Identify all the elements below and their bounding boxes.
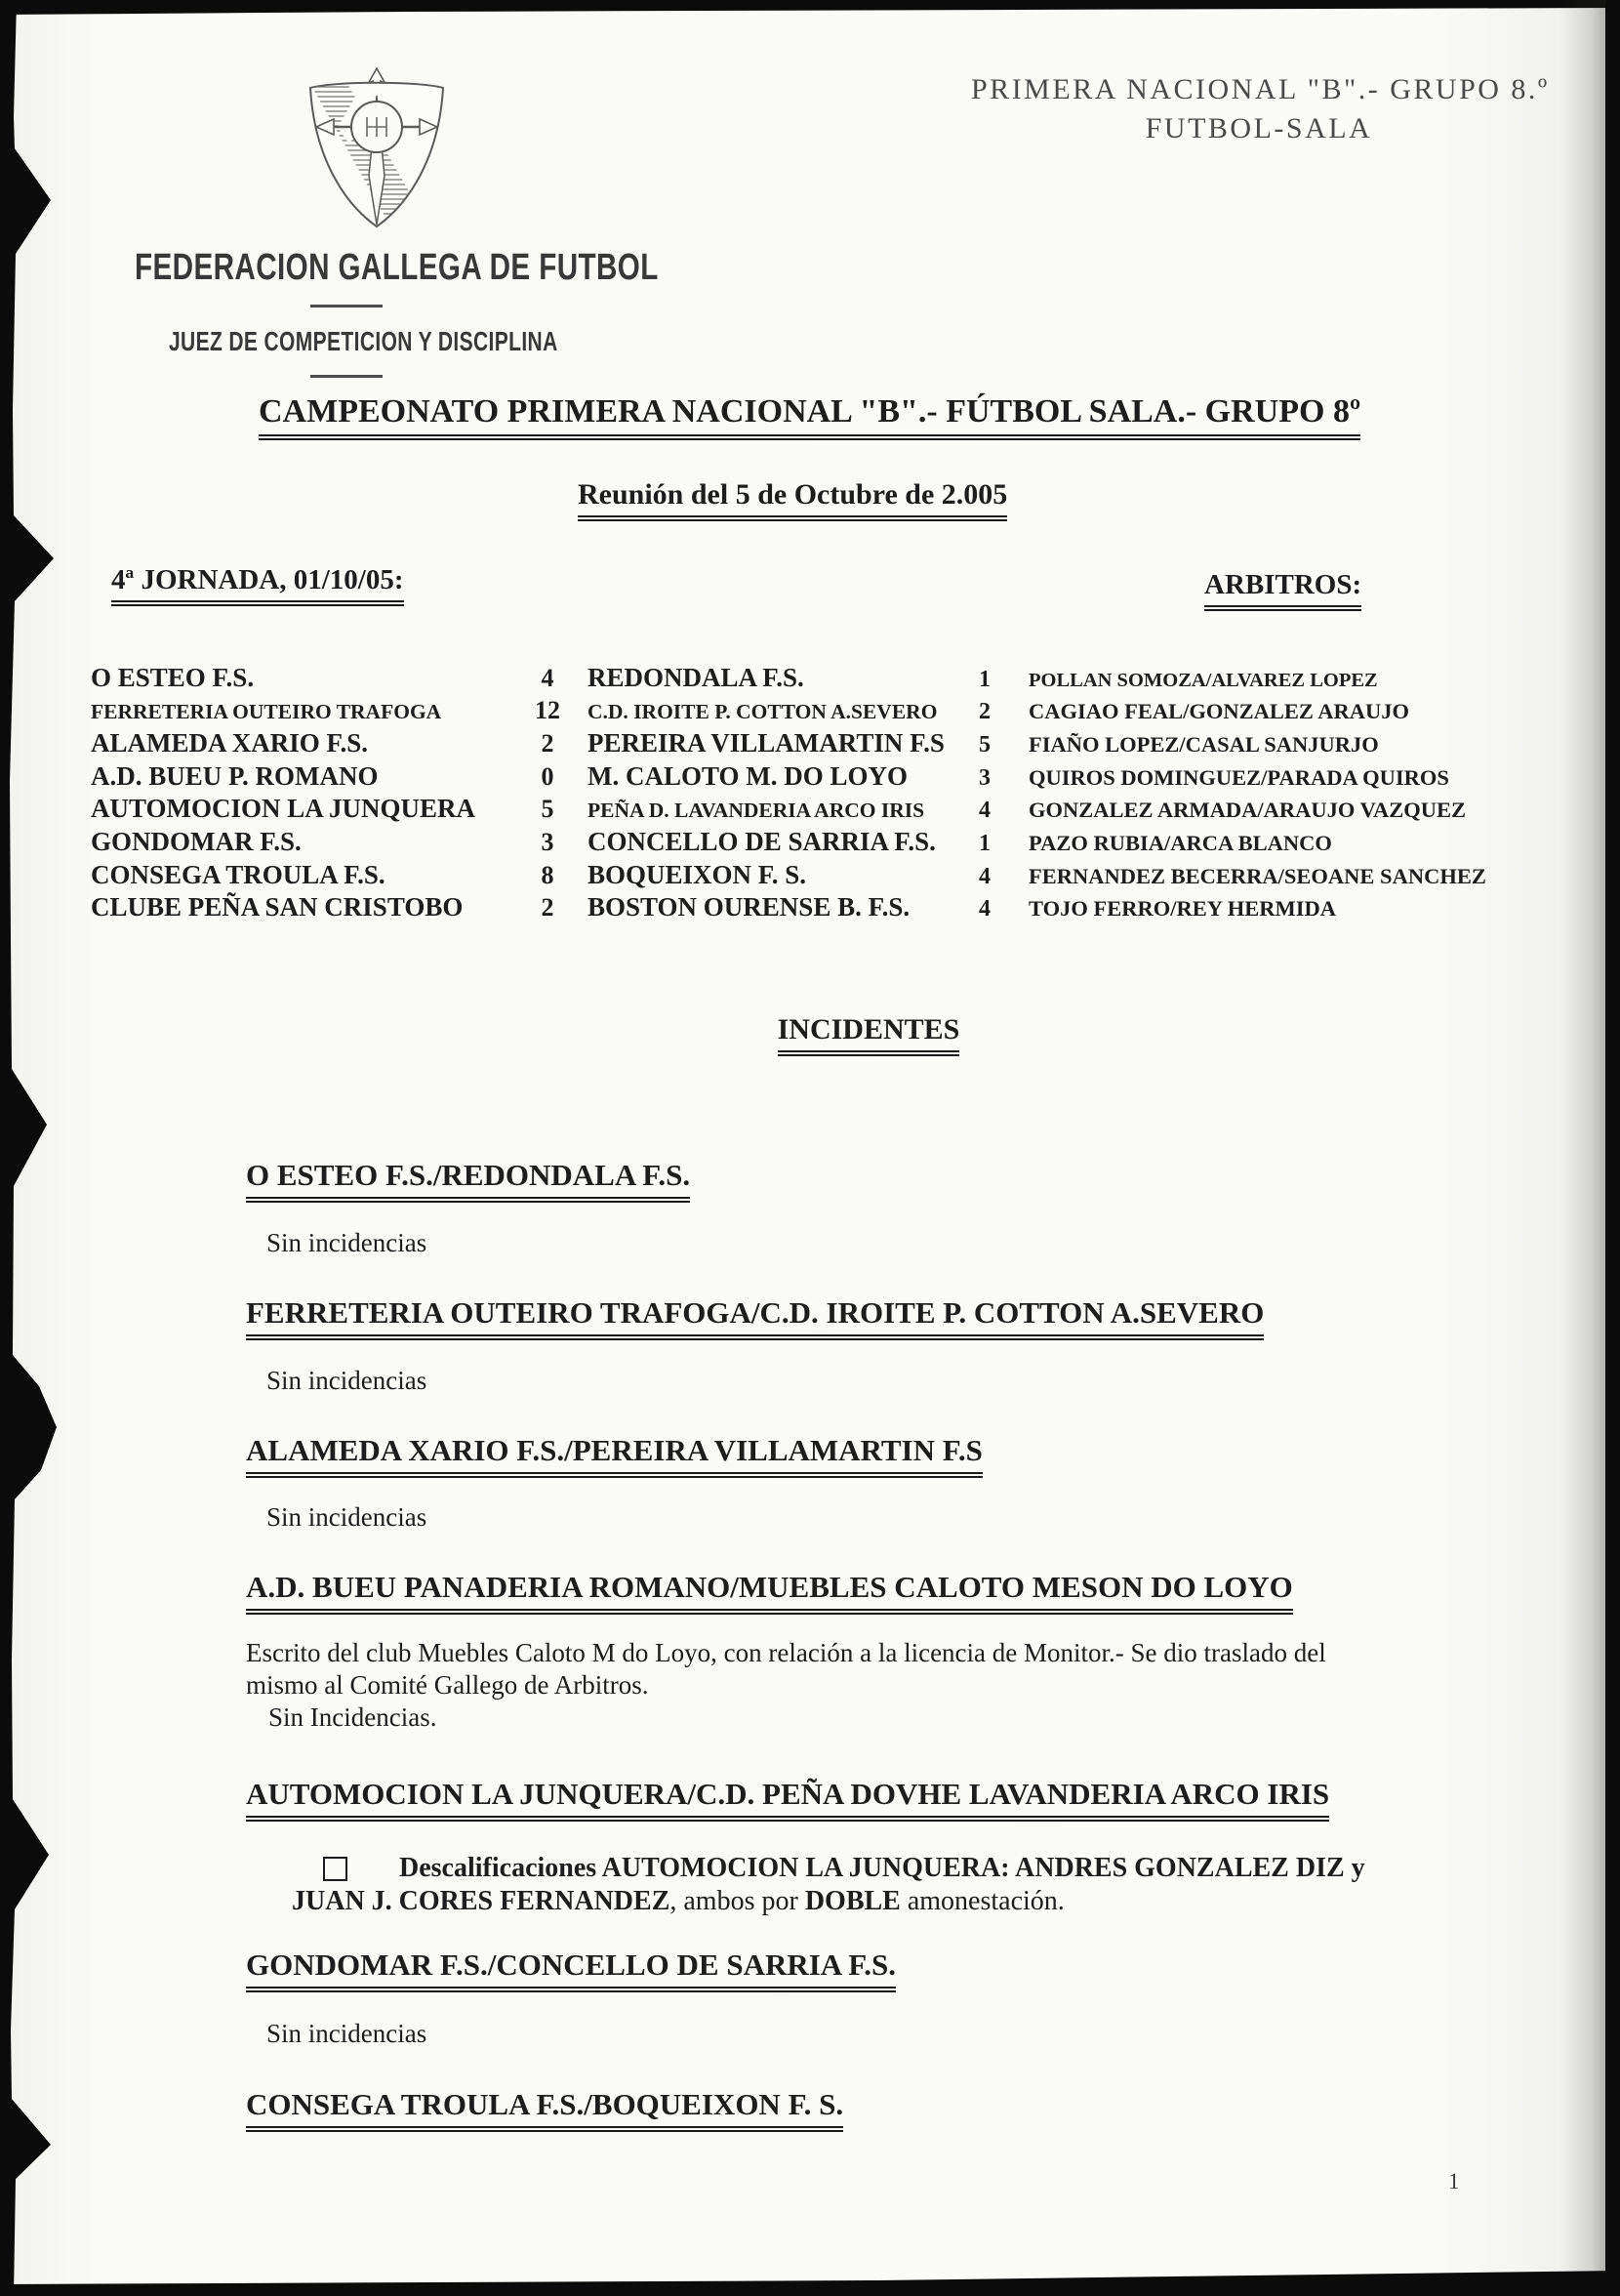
jornada-heading: 4ª JORNADA, 01/10/05: [111,564,404,606]
home-score: 2 [541,893,554,922]
disqualified-players: JUAN J. CORES FERNANDEZ [292,1886,670,1916]
disqualifications-line-2 [292,1886,1065,1917]
away-team: CONCELLO DE SARRIA F.S. [587,826,936,856]
scan-artifact-bottom-edge [0,2265,1620,2296]
incident-note-6: Sin incidencias [266,2019,427,2048]
home-score: 8 [541,860,554,889]
away-team: C.D. IROITE P. COTTON A.SEVERO [587,699,938,723]
incident-4-line-2: mismo al Comité Gallego de Arbitros. [246,1670,649,1700]
away-score: 1 [979,667,991,692]
referees: CAGIAO FEAL/GONZALEZ ARAUJO [1029,698,1410,723]
scan-shadow-right [1559,0,1606,2296]
incident-heading-4: A.D. BUEU PANADERIA ROMANO/MUEBLES CALOTO MESON DO LOYO [246,1570,1293,1615]
document-title: CAMPEONATO PRIMERA NACIONAL "B".- FÚTBOL SALA.- GRUPO 8º [259,393,1360,440]
away-score: 1 [979,830,991,856]
away-score: 2 [979,698,991,724]
referees: POLLAN SOMOZA/ALVAREZ LOPEZ [1029,670,1378,691]
incidents-title: INCIDENTES [771,1013,966,1056]
federation-crest-logo [291,66,463,234]
incident-heading-7: CONSEGA TROULA F.S./BOQUEIXON F. S. [246,2087,843,2132]
match-row [91,663,1535,696]
away-team: BOSTON OURENSE B. F.S. [587,892,911,922]
match-row [91,794,1535,827]
home-score: 2 [541,729,554,758]
referees: TOJO FERRO/REY HERMIDA [1029,896,1337,922]
referees: FIAÑO LOPEZ/CASAL SANJURJO [1029,732,1379,758]
arbitros-heading: ARBITROS: [1204,569,1361,611]
home-team: FERRETERIA OUTEIRO TRAFOGA [91,699,442,723]
incident-4-line-3: Sin Incidencias. [268,1702,437,1732]
away-team: REDONDALA F.S. [587,663,804,692]
meeting-date: Reunión del 5 de Octubre de 2.005 [578,478,1007,521]
match-row [91,827,1535,860]
referees: QUIROS DOMINGUEZ/PARADA QUIROS [1029,764,1449,790]
checkbox-icon [323,1857,347,1881]
disqualification-text-end: amonestación. [900,1886,1065,1916]
home-team: GONDOMAR F.S. [91,826,302,856]
match-row [91,696,1535,729]
scan-artifact-right-edge [1605,0,1620,2296]
away-score: 4 [979,896,991,922]
referees: PAZO RUBIA/ARCA BLANCO [1029,830,1332,855]
competition-header [971,70,1550,148]
referees: FERNANDEZ BECERRA/SEOANE SANCHEZ [1029,863,1486,888]
home-team: O ESTEO F.S. [91,663,255,692]
incident-note-1: Sin incidencias [266,1228,427,1257]
incident-heading-6: GONDOMAR F.S./CONCELLO DE SARRIA F.S. [246,1948,896,1992]
home-team: A.D. BUEU P. ROMANO [91,760,379,791]
match-row [91,860,1535,893]
incident-note-2: Sin incidencias [266,1366,427,1395]
federation-name: FEDERACION GALLEGA DE FUTBOL [135,247,659,288]
home-score: 12 [535,695,560,724]
incident-heading-3: ALAMEDA XARIO F.S./PEREIRA VILLAMARTIN F.S [246,1433,983,1478]
double-warning: DOBLE [804,1886,901,1916]
incident-heading-2: FERRETERIA OUTEIRO TRAFOGA/C.D. IROITE P. COTTON A.SEVERO [246,1295,1264,1340]
match-row [91,728,1535,761]
incident-note-3: Sin incidencias [266,1502,427,1532]
judge-subtitle: JUEZ DE COMPETICION Y DISCIPLINA [169,326,558,356]
disqualifications-line-1: Descalificaciones AUTOMOCION LA JUNQUERA: ANDRES GONZALEZ DIZ y [399,1853,1365,1883]
away-team: PEÑA D. LAVANDERIA ARCO IRIS [587,799,925,823]
incident-4-line-1: Escrito del club Muebles Caloto M do Loyo, con relación a la licencia de Monitor.- Se dio traslado del [246,1638,1326,1667]
home-score: 3 [541,827,554,856]
home-team: AUTOMOCION LA JUNQUERA [91,794,476,824]
away-score: 5 [979,732,991,758]
home-score: 4 [541,664,554,692]
away-score: 4 [979,863,991,889]
home-score: 5 [541,795,554,824]
letterhead-divider [310,305,383,308]
away-score: 3 [979,764,991,791]
scan-artifact-left-edge [0,0,68,2296]
page-number: 1 [1448,2169,1460,2194]
home-team: CLUBE PEÑA SAN CRISTOBO [91,892,464,922]
away-team: PEREIRA VILLAMARTIN F.S [587,728,945,758]
home-score: 0 [541,761,554,791]
incident-heading-5: AUTOMOCION LA JUNQUERA/C.D. PEÑA DOVHE LAVANDERIA ARCO IRIS [246,1777,1329,1822]
competition-discipline: FUTBOL-SALA [1145,112,1373,144]
away-team: BOQUEIXON F. S. [587,859,807,889]
match-row [91,892,1535,925]
away-score: 4 [979,798,991,824]
home-team: CONSEGA TROULA F.S. [91,859,385,889]
letterhead-divider-2 [310,375,383,378]
incident-heading-1: O ESTEO F.S./REDONDALA F.S. [246,1158,690,1203]
home-team: ALAMEDA XARIO F.S. [91,728,369,758]
referees: GONZALEZ ARMADA/ARAUJO VAZQUEZ [1029,798,1466,823]
competition-name: PRIMERA NACIONAL "B".- GRUPO 8.º [971,73,1550,105]
scan-artifact-top-edge [0,0,1620,20]
results-table [91,663,1535,925]
disqualification-text: , ambos por [669,1886,805,1916]
match-row [91,761,1535,795]
away-team: M. CALOTO M. DO LOYO [587,760,909,791]
